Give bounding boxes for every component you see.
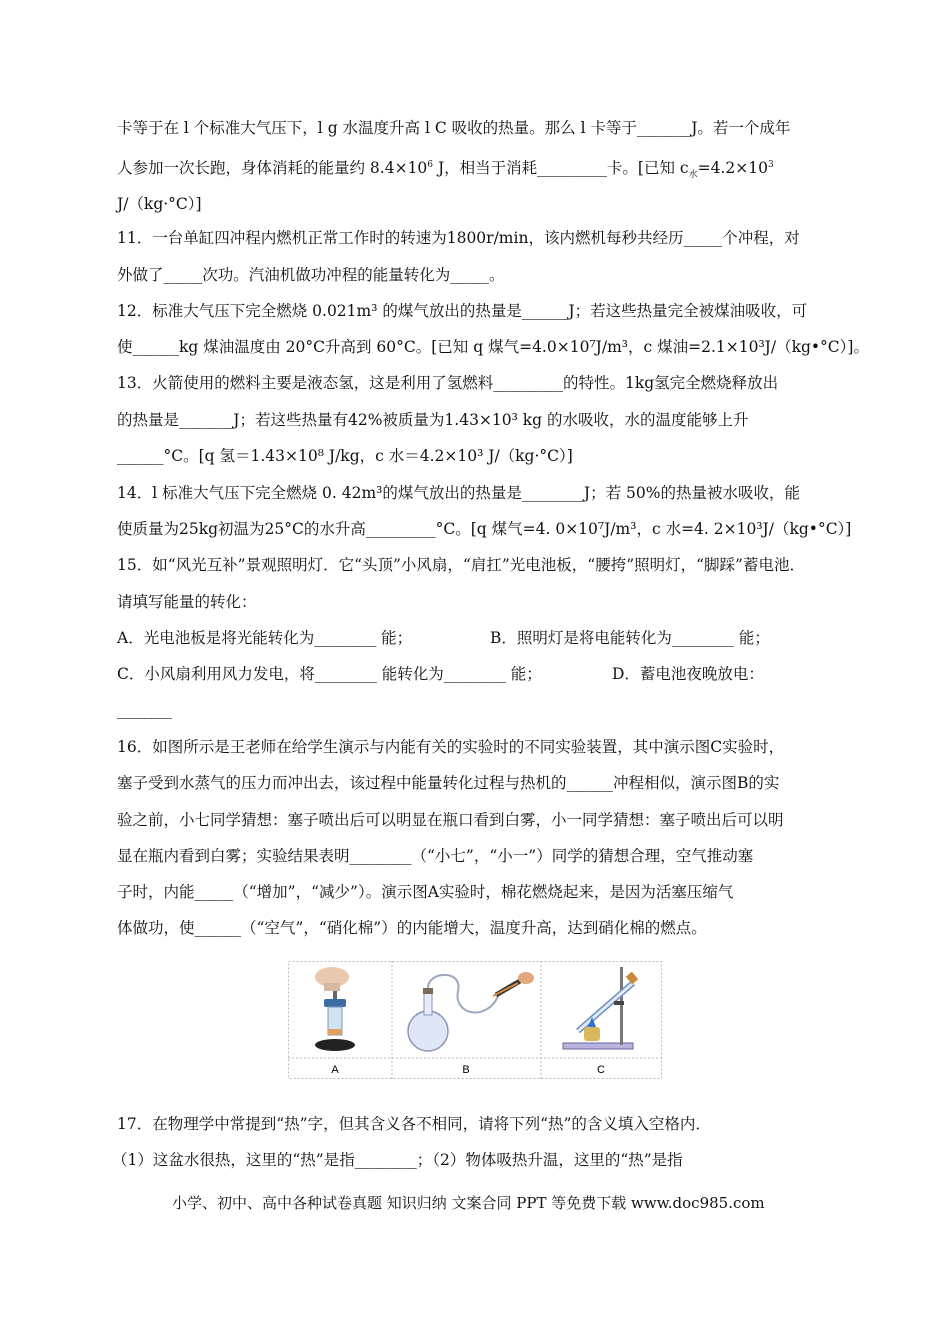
question-15-option-d: D．蓄电池夜晚放电： bbox=[612, 665, 764, 683]
question-14-line2: 使质量为25kg初温为25°C的水升高_________°C。[q 煤气=4. 0×10⁷J/m³，c 水=4. 2×10³J/（kg•°C）] bbox=[117, 520, 852, 538]
question-11-line2: 外做了_____次功。汽油机做功冲程的能量转化为_____。 bbox=[117, 266, 505, 284]
text-seg: 人参加一次长跑，身体消耗的能量约 8.4×10 bbox=[117, 159, 428, 177]
question-13-line3: ______°C。[q 氢＝1.43×10⁸ J/kg，c 水＝4.2×10³ J/（kg·°C）] bbox=[117, 447, 573, 465]
experiment-figure bbox=[288, 961, 662, 1079]
question-17-line1: 17．在物理学中常提到“热”字，但其含义各不相同，请将下列“热”的含义填入空格内． bbox=[117, 1115, 711, 1133]
text-line: J/（kg·°C）] bbox=[117, 195, 202, 213]
page-footer: 小学、初中、高中各种试卷真题 知识归纳 文案合同 PPT 等免费下载 www.doc985.com bbox=[172, 1194, 765, 1212]
question-17-line2: （1）这盆水很热，这里的“热”是指________；（2）物体吸热升温，这里的“热”是指 bbox=[112, 1151, 683, 1169]
question-15-line2: 请填写能量的转化： bbox=[117, 593, 257, 611]
text-seg: J，相当于消耗_________卡。[已知 c bbox=[433, 159, 689, 177]
experiment-figure-svg bbox=[288, 961, 662, 1079]
question-11-line1: 11．一台单缸四冲程内燃机正常工作时的转速为1800r/min，该内燃机每秒共经历_____个冲程，对 bbox=[117, 229, 800, 247]
subscript: 水 bbox=[688, 170, 698, 181]
question-13-line1: 13．火箭使用的燃料主要是液态氢，这是利用了氢燃料_________的特性。1kg氢完全燃烧释放出 bbox=[117, 374, 779, 392]
figure-label-c: C bbox=[597, 1064, 605, 1076]
text-line: 卡等于在 l 个标准大气压下，l g 水温度升高 l C 吸收的热量。那么 l 卡等于_______J。若一个成年 bbox=[117, 119, 791, 137]
question-16-line3: 验之前，小七同学猜想：塞子喷出后可以明显在瓶口看到白雾，小一同学猜想：塞子喷出后可以明 bbox=[117, 811, 784, 829]
question-16-line5: 子时，内能_____（“增加”，“减少”）。演示图A实验时，棉花燃烧起来，是因为活塞压缩气 bbox=[117, 883, 734, 901]
question-15-line1: 15．如“风光互补”景观照明灯．它“头顶”小风扇，“肩扛”光电池板，“腰挎”照明灯，“脚踩”蓄电池． bbox=[117, 556, 805, 574]
superscript: 6 bbox=[427, 159, 434, 170]
figure-label-b: B bbox=[462, 1064, 470, 1076]
question-15-option-c: C．小风扇利用风力发电，将________ 能转化为________ 能； bbox=[117, 665, 542, 683]
text-seg: =4.2×10 bbox=[697, 159, 768, 177]
question-12-line2: 使______kg 煤油温度由 20°C升高到 60°C。[已知 q 煤气=4.0×10⁷J/m³，c 煤油=2.1×10³J/（kg•°C）]。 bbox=[117, 338, 869, 356]
question-16-line1: 16．如图所示是王老师在给学生演示与内能有关的实验时的不同实验装置，其中演示图C实验时， bbox=[117, 738, 785, 756]
figure-label-a: A bbox=[331, 1064, 339, 1076]
superscript: 3 bbox=[767, 159, 774, 170]
question-16-line2: 塞子受到水蒸气的压力而冲出去，该过程中能量转化过程与热机的______冲程相似，演示图B的实 bbox=[117, 774, 780, 792]
question-15-option-a: A．光电池板是将光能转化为________ 能； bbox=[117, 629, 413, 647]
question-16-line6: 体做功，使______（“空气”，“硝化棉”）的内能增大，温度升高，达到硝化棉的燃点。 bbox=[117, 919, 707, 937]
question-15-option-b: B．照明灯是将电能转化为________ 能； bbox=[490, 629, 770, 647]
text-line bbox=[117, 158, 774, 181]
question-14-line1: 14．l 标准大气压下完全燃烧 0. 42m³的煤气放出的热量是________J；若 50%的热量被水吸收，能 bbox=[117, 484, 800, 502]
question-13-line2: 的热量是_______J；若这些热量有42%被质量为1.43×10³ kg 的水吸收，水的温度能够上升 bbox=[117, 411, 749, 429]
question-16-line4: 显在瓶内看到白雾；实验结果表明________（“小七”，“小一”）同学的猜想合理，空气推动塞 bbox=[117, 847, 754, 865]
question-15-blank: ________ bbox=[117, 701, 171, 719]
question-12-line1: 12．标准大气压下完全燃烧 0.021m³ 的煤气放出的热量是______J；若这些热量完全被煤油吸收，可 bbox=[117, 302, 808, 320]
